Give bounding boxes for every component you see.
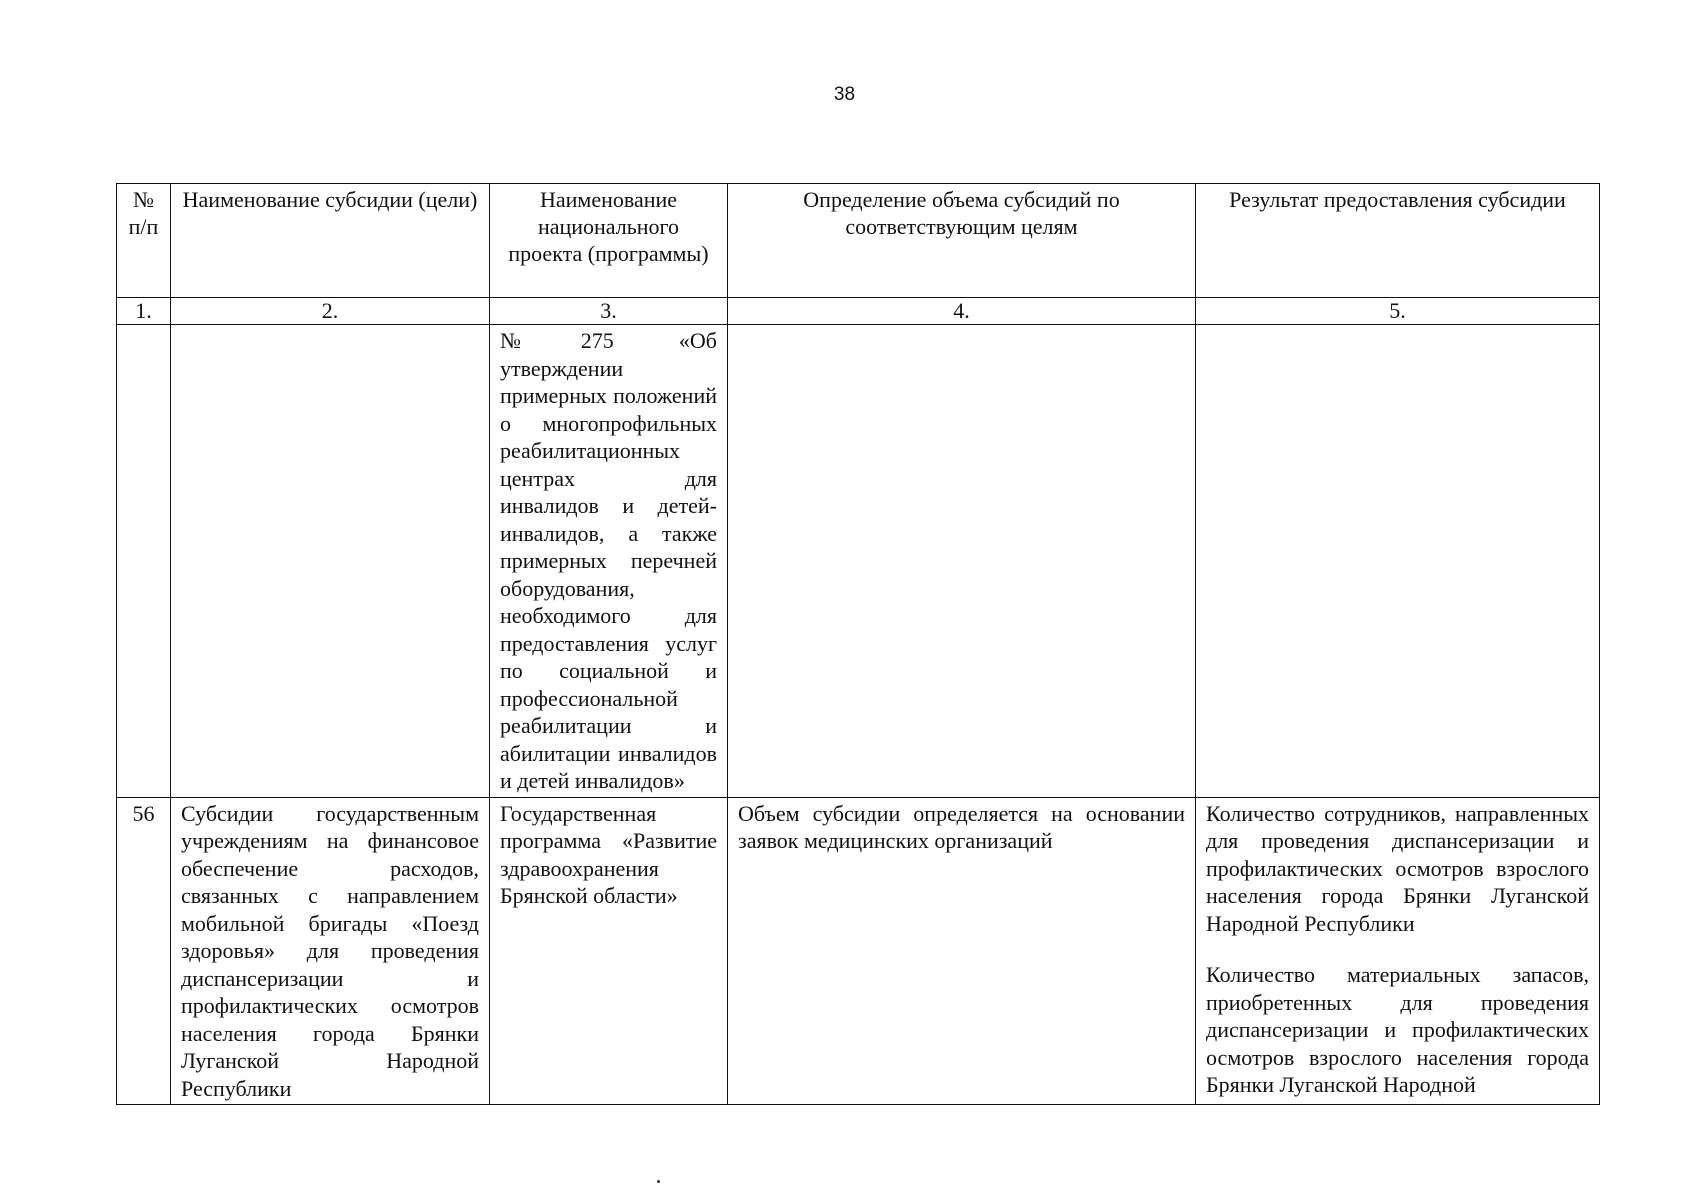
header-cell-project-name: Наименование национального проекта (программы)	[490, 184, 728, 298]
column-number-3: 3.	[490, 298, 728, 325]
row-56-result-2: Количество материальных запасов, приобретенных для проведения диспансеризации и профилактических осмотров взрослого населения города Брянки Луганской Народной	[1206, 962, 1589, 1097]
scan-dot	[657, 1180, 660, 1183]
table-row-56	[117, 797, 1600, 1105]
table-header-row	[117, 184, 1600, 298]
page-number: 38	[833, 84, 856, 105]
column-number-1: 1.	[117, 298, 171, 325]
cont-cell-project: №275 «Об утверждении примерных положений о многопрофильных реабилитационных центрах для инвалидов и детей-инвалидов, а также примерных перечней оборудования, необходимого для предоставления услуг по социальной и профессиональной реабилитации и абилитации инвалидов и детей инвалидов»	[490, 325, 728, 798]
row-56-name: Субсидии государственным учреждениям на финансовое обеспечение расходов, связанных с направлением мобильной бригады «Поезд здоровья» для проведения диспансеризации и профилактических осмотров населения города Брянки Луганской Народной Республики	[171, 797, 490, 1105]
header-cell-result: Результат предоставления субсидии	[1196, 184, 1600, 298]
cont-cell-number	[117, 325, 171, 798]
column-number-2: 2.	[171, 298, 490, 325]
cont-cell-result	[1196, 325, 1600, 798]
row-56-volume: Объем субсидии определяется на основании заявок медицинских организаций	[728, 797, 1196, 1105]
column-number-4: 4.	[728, 298, 1196, 325]
table-row-continuation	[117, 325, 1600, 798]
subsidy-table	[116, 183, 1600, 1105]
cont-cell-name	[171, 325, 490, 798]
column-number-5: 5.	[1196, 298, 1600, 325]
row-56-result	[1196, 797, 1600, 1105]
header-cell-subsidy-name: Наименование субсидии (цели)	[171, 184, 490, 298]
header-cell-number: № п/п	[117, 184, 171, 298]
column-number-row	[117, 298, 1600, 325]
row-56-result-1: Количество сотрудников, направленных для проведения диспансеризации и профилактических осмотров взрослого населения города Брянки Луганской Народной Республики	[1206, 800, 1589, 936]
cont-cell-volume	[728, 325, 1196, 798]
row-56-number: 56	[117, 797, 171, 1105]
row-56-project: Государственная программа «Развитие здравоохранения Брянской области»	[490, 797, 728, 1105]
header-cell-volume: Определение объема субсидий по соответствующим целям	[728, 184, 1196, 298]
